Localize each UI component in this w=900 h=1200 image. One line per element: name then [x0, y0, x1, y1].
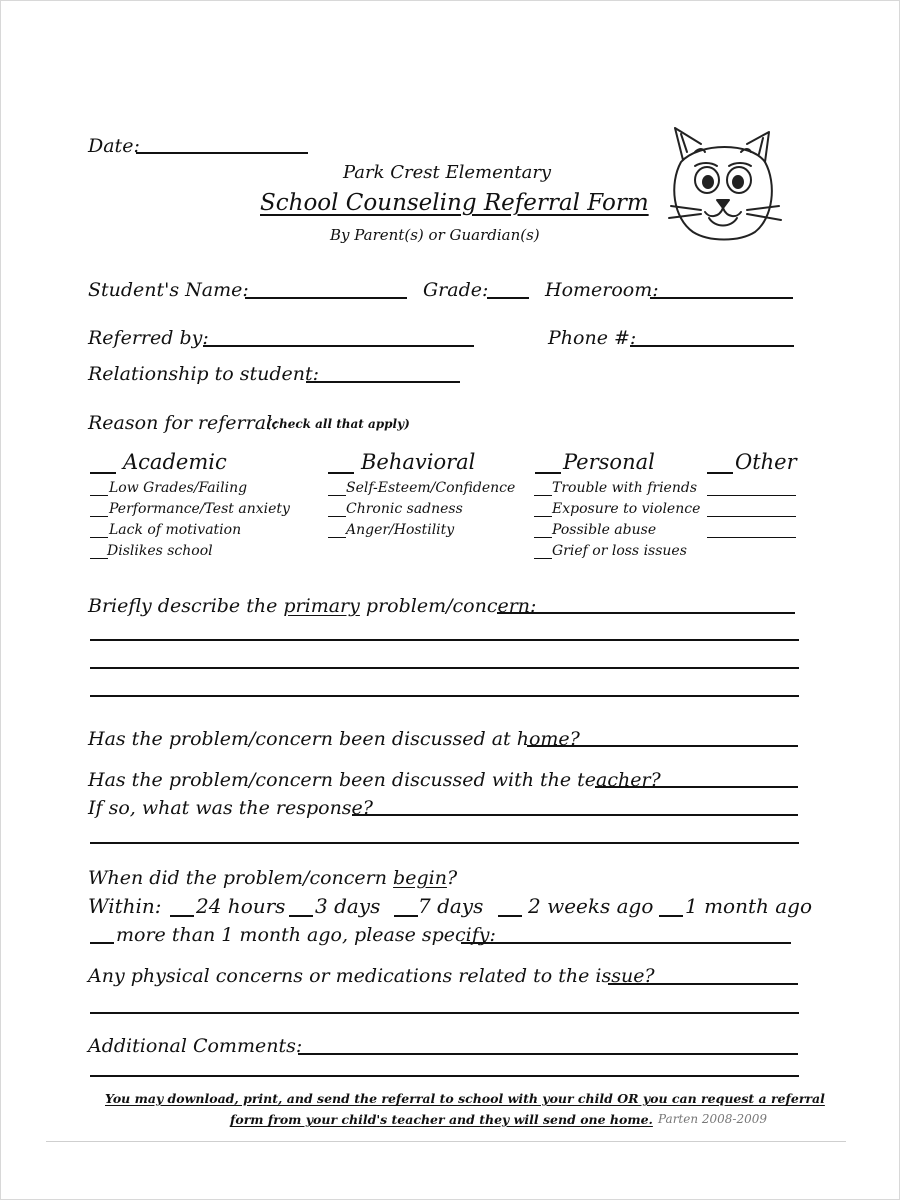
anger-hostility-checkbox[interactable]: [328, 537, 346, 538]
date-label: Date:: [88, 135, 140, 157]
phone-label: Phone #:: [548, 327, 637, 349]
student-name-field[interactable]: [245, 297, 407, 299]
lack-motivation-checkbox[interactable]: [90, 537, 108, 538]
school-name: Park Crest Elementary: [343, 162, 552, 183]
within-24h-checkbox[interactable]: [170, 915, 194, 917]
more-than-field[interactable]: [461, 942, 791, 944]
other-checkbox[interactable]: [707, 472, 733, 474]
footer-line-2: form from your child's teacher and they will send one home.: [230, 1112, 653, 1127]
describe-line-2[interactable]: [90, 667, 799, 669]
within-2w: 2 weeks ago: [528, 894, 654, 918]
describe-line-1[interactable]: [90, 639, 799, 641]
item-lack-motivation: Lack of motivation: [109, 522, 242, 538]
chronic-sadness-checkbox[interactable]: [328, 516, 346, 517]
within-2w-checkbox[interactable]: [498, 915, 522, 917]
homeroom-field[interactable]: [650, 297, 793, 299]
reason-label: Reason for referral:: [88, 412, 279, 434]
bottom-divider: [46, 1141, 846, 1142]
phone-field[interactable]: [630, 345, 794, 347]
cartoon-cat-mascot-icon: [665, 122, 783, 247]
item-exposure-violence: Exposure to violence: [552, 501, 701, 517]
within-3d-checkbox[interactable]: [289, 915, 313, 917]
when-question: When did the problem/concern begin?: [88, 867, 458, 889]
describe-field[interactable]: [497, 612, 795, 614]
grade-field[interactable]: [487, 297, 529, 299]
date-line[interactable]: [136, 152, 308, 154]
comments-line-1[interactable]: [90, 1075, 799, 1077]
academic-checkbox[interactable]: [90, 472, 116, 474]
response-field[interactable]: [352, 814, 798, 816]
discussed-home-field[interactable]: [527, 745, 798, 747]
relationship-field[interactable]: [306, 381, 460, 383]
comments-label: Additional Comments:: [88, 1035, 303, 1057]
item-trouble-friends: Trouble with friends: [552, 480, 698, 496]
trouble-friends-checkbox[interactable]: [534, 495, 552, 496]
footer-line-1: You may download, print, and send the referral to school with your child OR you can request a referral: [105, 1091, 825, 1106]
item-chronic-sadness: Chronic sadness: [346, 501, 463, 517]
exposure-violence-checkbox[interactable]: [534, 516, 552, 517]
category-behavioral: Behavioral: [361, 450, 476, 474]
relationship-label: Relationship to student:: [88, 363, 320, 385]
category-personal: Personal: [563, 450, 655, 474]
possible-abuse-checkbox[interactable]: [534, 537, 552, 538]
discussed-home-question: Has the problem/concern been discussed at home?: [88, 728, 580, 750]
physical-line-1[interactable]: [90, 1012, 799, 1014]
item-grief-loss: Grief or loss issues: [552, 543, 687, 559]
within-1m-checkbox[interactable]: [659, 915, 683, 917]
self-esteem-checkbox[interactable]: [328, 495, 346, 496]
item-test-anxiety: Performance/Test anxiety: [109, 501, 290, 517]
other-field-1[interactable]: [707, 495, 796, 496]
within-24h: 24 hours: [196, 894, 286, 918]
item-self-esteem: Self-Esteem/Confidence: [346, 480, 516, 496]
category-other: Other: [735, 450, 797, 474]
physical-question: Any physical concerns or medications related to the issue?: [88, 965, 655, 987]
reason-note: (check all that apply): [266, 417, 410, 431]
response-question: If so, what was the response?: [88, 797, 373, 819]
test-anxiety-checkbox[interactable]: [90, 516, 108, 517]
grief-loss-checkbox[interactable]: [534, 558, 552, 559]
grade-label: Grade:: [423, 279, 489, 301]
within-3d: 3 days: [315, 894, 381, 918]
within-1m: 1 month ago: [685, 894, 813, 918]
discussed-teacher-question: Has the problem/concern been discussed with the teacher?: [88, 769, 661, 791]
describe-line-3[interactable]: [90, 695, 799, 697]
physical-field[interactable]: [608, 983, 798, 985]
within-7d: 7 days: [418, 894, 484, 918]
footer-credit: Parten 2008-2009: [658, 1112, 768, 1126]
more-than-label: more than 1 month ago, please specify:: [116, 924, 496, 946]
within-7d-checkbox[interactable]: [394, 915, 418, 917]
response-line-1[interactable]: [90, 842, 799, 844]
dislikes-school-checkbox[interactable]: [90, 558, 108, 559]
low-grades-checkbox[interactable]: [90, 495, 108, 496]
comments-field[interactable]: [298, 1053, 798, 1055]
referred-by-field[interactable]: [203, 345, 474, 347]
referred-by-label: Referred by:: [88, 327, 209, 349]
item-anger-hostility: Anger/Hostility: [346, 522, 455, 538]
item-dislikes-school: Dislikes school: [107, 543, 213, 559]
behavioral-checkbox[interactable]: [328, 472, 354, 474]
form-title: School Counseling Referral Form: [260, 190, 649, 216]
other-field-3[interactable]: [707, 537, 796, 538]
item-low-grades: Low Grades/Failing: [109, 480, 248, 496]
form-subtitle: By Parent(s) or Guardian(s): [330, 226, 540, 244]
item-possible-abuse: Possible abuse: [552, 522, 657, 538]
describe-question: Briefly describe the primary problem/concern:: [88, 595, 537, 617]
homeroom-label: Homeroom:: [545, 279, 659, 301]
personal-checkbox[interactable]: [535, 472, 561, 474]
within-label: Within:: [88, 894, 162, 918]
discussed-teacher-field[interactable]: [595, 786, 798, 788]
category-academic: Academic: [123, 450, 227, 474]
other-field-2[interactable]: [707, 516, 796, 517]
student-name-label: Student's Name:: [88, 279, 249, 301]
more-than-checkbox[interactable]: [90, 942, 114, 944]
